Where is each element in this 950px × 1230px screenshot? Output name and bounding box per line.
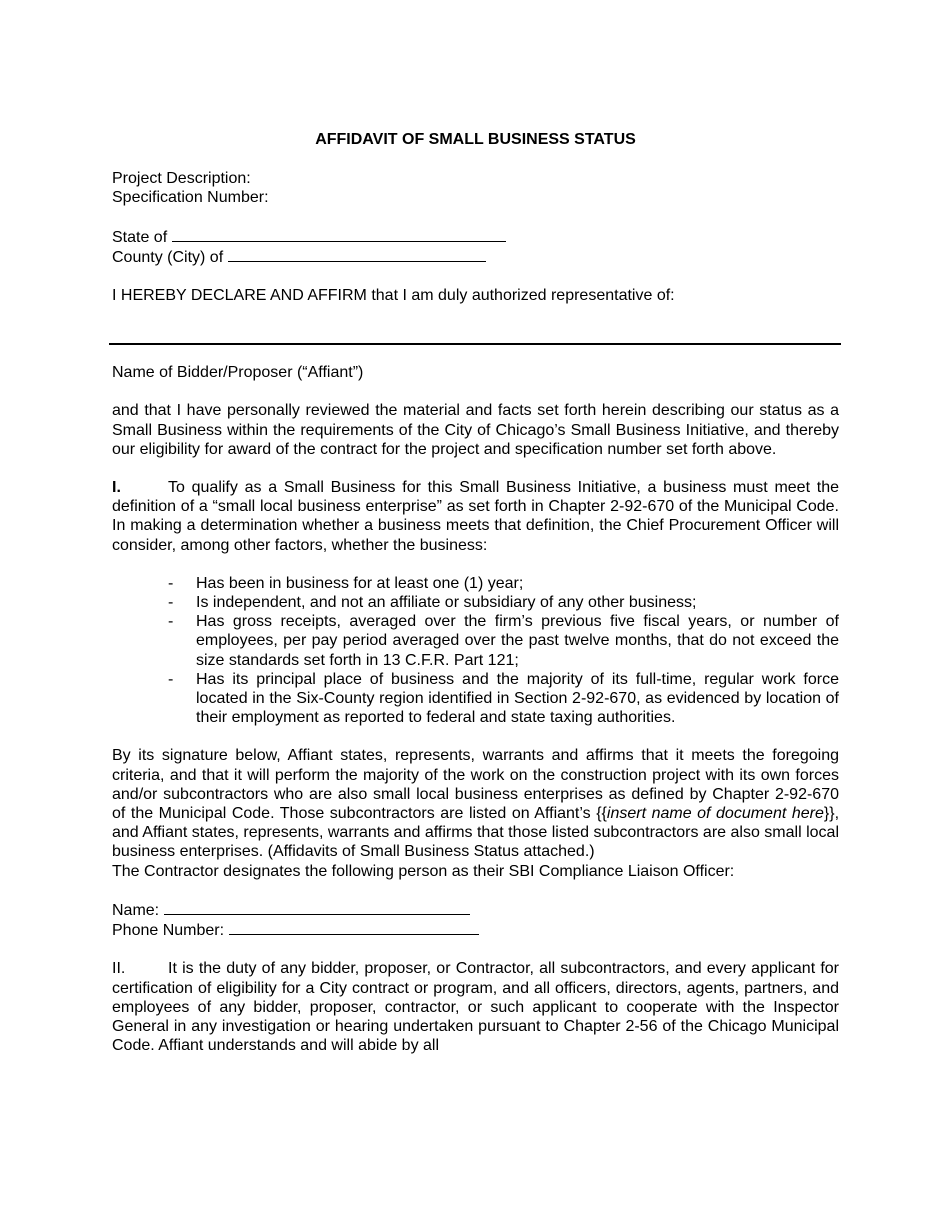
list-item: - Has its principal place of business and the majority of its full-time, regular work force located in the Six-County region identified in Section 2-92-670, as evidenced by location of their employment as reported to federal and state taxing authorities. [168, 670, 839, 727]
phone-field [112, 920, 839, 940]
state-label: State of [112, 228, 168, 246]
state-blank[interactable] [172, 227, 506, 242]
name-field [112, 900, 839, 920]
section-2-text: It is the duty of any bidder, proposer, or Contractor, all subcontractors, and every applicant for certification of eligibility for a City contract or program, and all officers, directors, agents, partners, and employees of any bidder, proposer, contractor, or such applicant to cooperate with the Inspector General in any investigation or hearing undertaken pursuant to Chapter 2-56 of the Chicago Municipal Code. Affiant understands and will abide by all [112, 960, 839, 1055]
list-item: - Has been in business for at least one (1) year; [168, 574, 524, 592]
section-1-text: To qualify as a Small Business for this Small Business Initiative, a business must meet the definition of a “small local business enterprise” as set forth in Chapter 2-92-670 of the Municipal Code. In making a determination whether a business meets that definition, the Chief Procurement Officer will consider, among other factors, whether the business: [112, 479, 839, 554]
phone-blank[interactable] [229, 920, 479, 935]
document-title: AFFIDAVIT OF SMALL BUSINESS STATUS [315, 131, 636, 148]
bullet-dash: - [168, 594, 174, 612]
affidavit-body [112, 130, 839, 1055]
review-paragraph: and that I have personally reviewed the material and facts set forth herein describing our status as a Small Business within the requirements of the City of Chicago’s Small Business Initiative, and thereby our eligibility for award of the contract for the project and specification number set forth above. [112, 402, 839, 458]
declaration-text: I HEREBY DECLARE AND AFFIRM that I am duly authorized representative of: [112, 287, 675, 305]
name-blank[interactable] [164, 900, 470, 915]
project-description-label: Project Description: [112, 170, 251, 188]
specification-number-label: Specification Number: [112, 189, 269, 207]
section-1-number: I. [112, 479, 121, 497]
document-name-placeholder: insert name of document here [606, 805, 824, 823]
signature-paragraph: By its signature below, Affiant states, represents, warrants and affirms that it meets the foregoing criteria, and that it will perform the majority of the work on the construction project with its own forces and/or subcontractors who are also small local business enterprises as defined by Chapter 2-92-670 of the Municipal Code. Those subcontractors are listed on Affiant’s {{insert name of document here}}, and Affiant states, represents, warrants and affirms that those listed subcontractors are also small local business enterprises. (Affidavits of Small Business Status attached.) [112, 747, 840, 861]
section-2-number: II. [112, 960, 126, 978]
liaison-line: The Contractor designates the following person as their SBI Compliance Liaison Officer: [112, 862, 735, 880]
section-1 [112, 478, 839, 555]
bidder-label: Name of Bidder/Proposer (“Affiant”) [112, 364, 364, 382]
phone-label: Phone Number: [112, 922, 225, 940]
bullet-dash: - [168, 613, 174, 631]
county-label: County (City) of [112, 248, 224, 266]
bullet-dash: - [168, 670, 174, 688]
name-label: Name: [112, 901, 160, 919]
list-item: - Has gross receipts, averaged over the firm’s previous five fiscal years, or number of employees, per pay period averaged over the past twelve months, that do not exceed the size standards set forth in 13 C.F.R. Part 121; [168, 613, 839, 669]
county-blank[interactable] [228, 247, 486, 262]
bullet-dash: - [168, 574, 174, 592]
criteria-list [112, 574, 839, 728]
county-field [112, 247, 839, 267]
list-item: - Is independent, and not an affiliate or subsidiary of any other business; [168, 594, 697, 612]
state-field [112, 227, 839, 247]
section-2 [112, 959, 839, 1055]
